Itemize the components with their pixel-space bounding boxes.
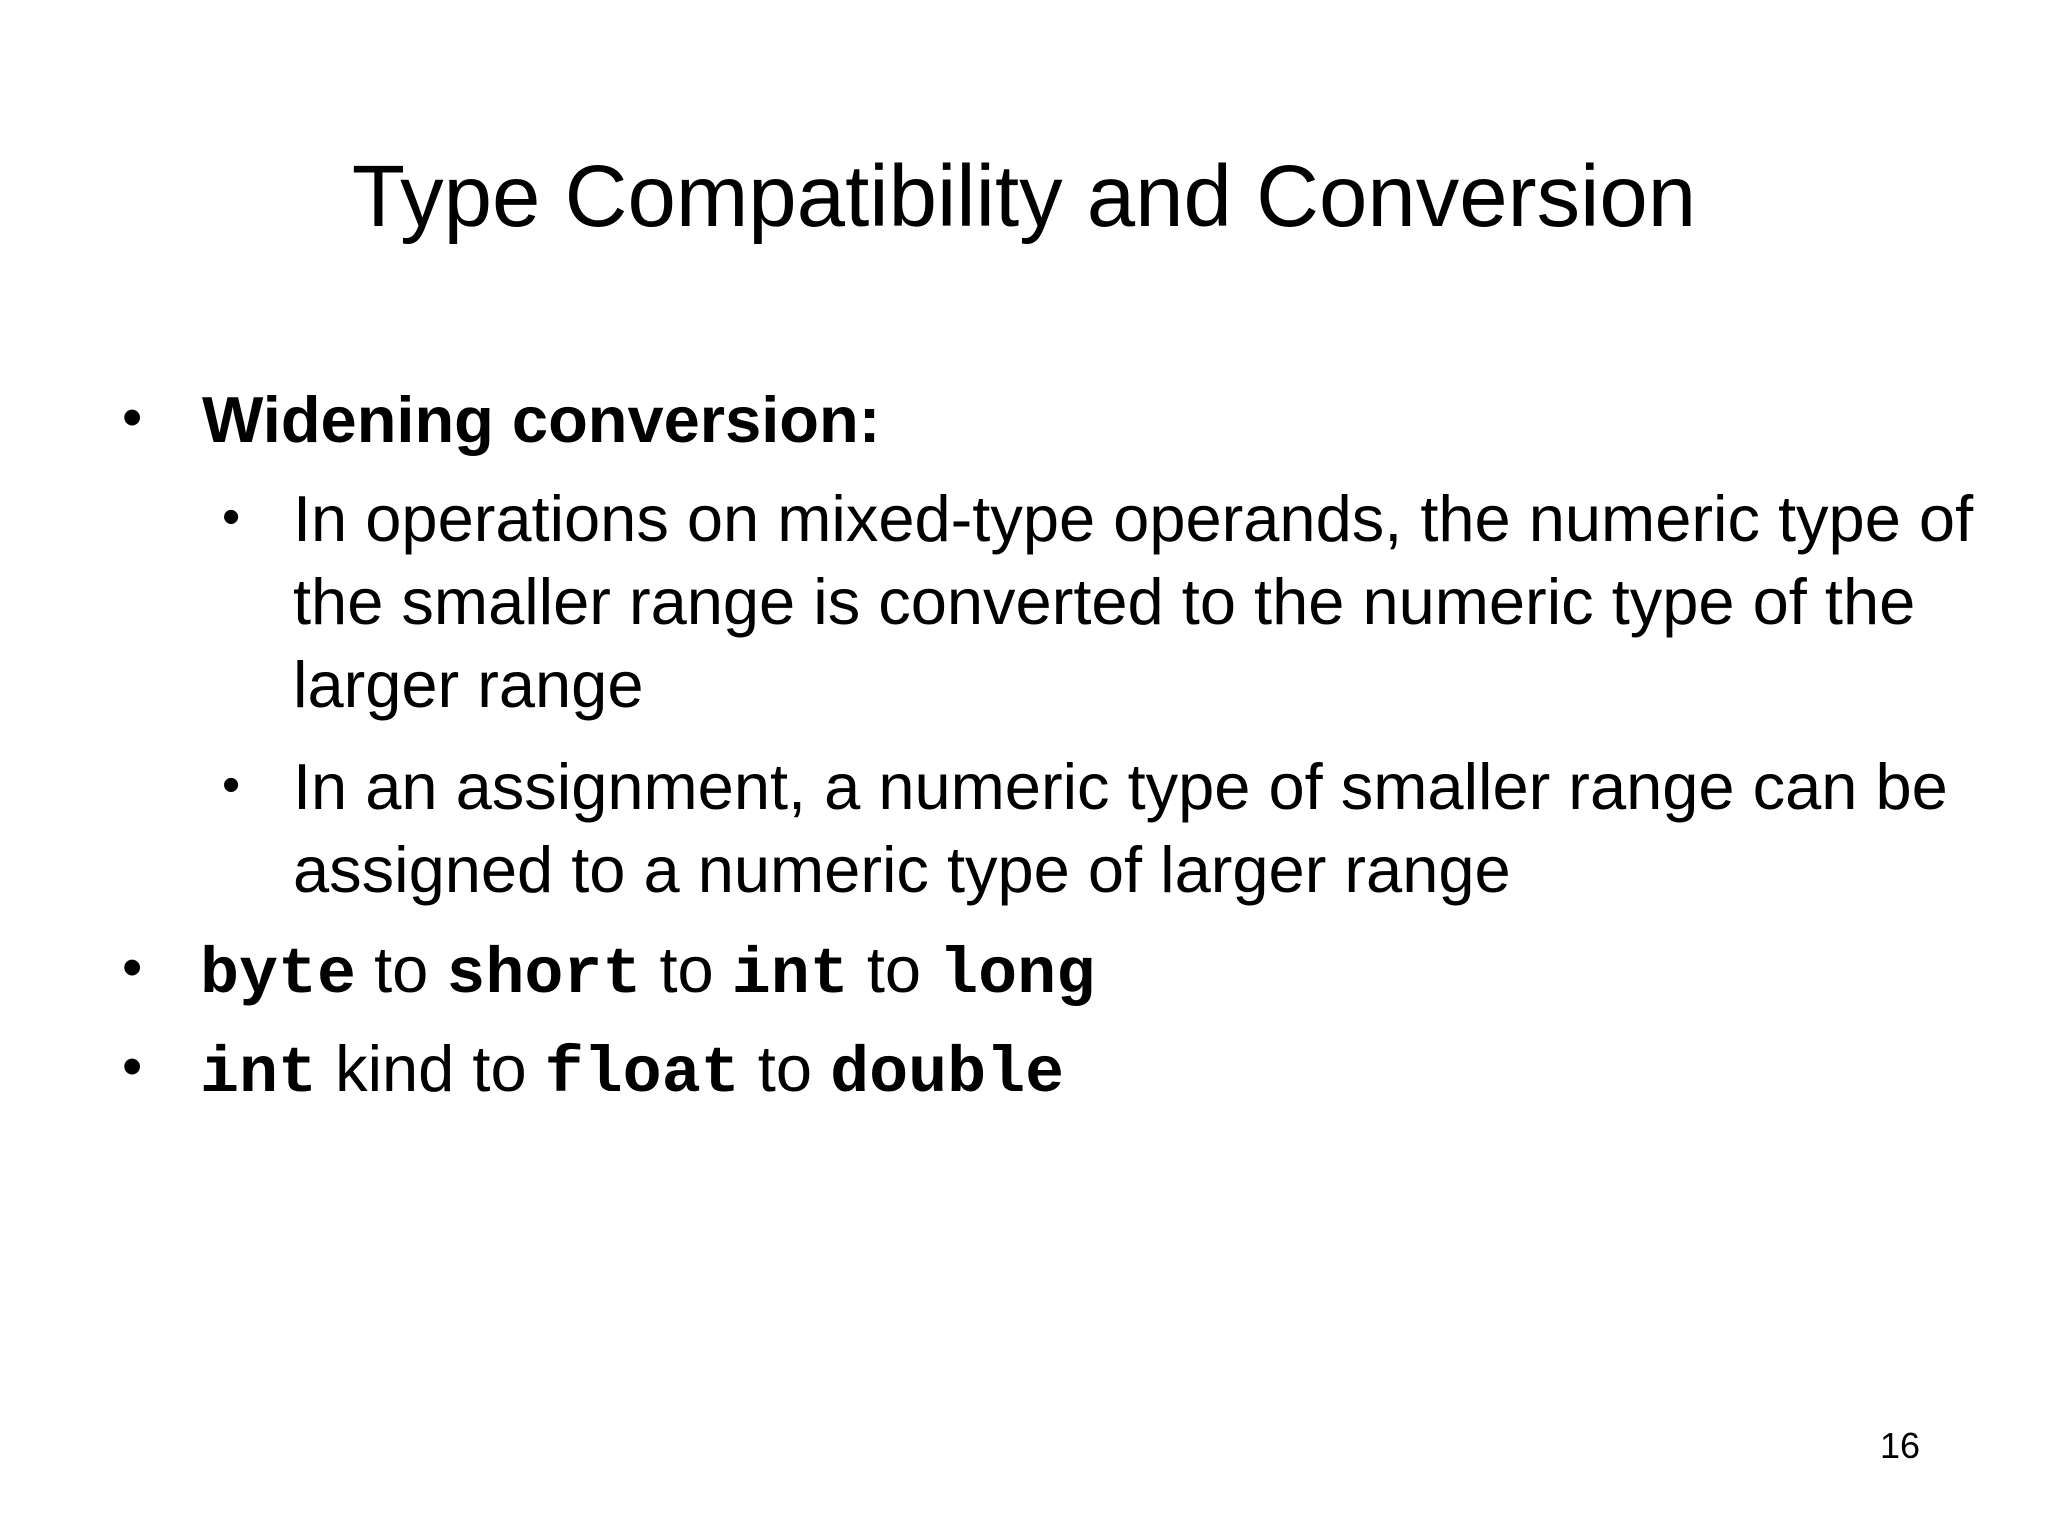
connector-text: to (757, 1032, 812, 1105)
connector-text: to (659, 933, 714, 1006)
type-keyword: short (446, 938, 642, 1012)
type-keyword: int (731, 938, 849, 1012)
bullet-dot: • (122, 935, 143, 1000)
integer-chain-line (200, 928, 1095, 1017)
bullet-dot: • (122, 385, 143, 450)
sub-bullet-text: In operations on mixed-type operands, the numeric type of the smaller range is converted to the numeric type of the larger range (293, 482, 1974, 721)
bullet-dot: • (122, 1034, 143, 1099)
sub-bullet-dot: • (222, 756, 241, 814)
sub-bullet-text: In an assignment, a numeric type of smaller range can be assigned to a numeric type of larger range (293, 750, 1948, 906)
slide-title: Type Compatibility and Conversion (351, 148, 1697, 245)
type-keyword: long (939, 938, 1096, 1012)
type-keyword: int (200, 1037, 318, 1111)
type-keyword: byte (200, 938, 357, 1012)
connector-text: to (866, 933, 922, 1006)
sub-bullet-dot: • (222, 488, 241, 546)
connector-text: kind to (335, 1032, 527, 1105)
bullet-label: Widening conversion: (202, 383, 881, 456)
page-number: 16 (1880, 1425, 1921, 1466)
type-keyword: double (830, 1037, 1065, 1111)
connector-text: to (374, 933, 429, 1006)
float-chain-line (200, 1027, 1064, 1116)
type-keyword: float (544, 1037, 740, 1111)
